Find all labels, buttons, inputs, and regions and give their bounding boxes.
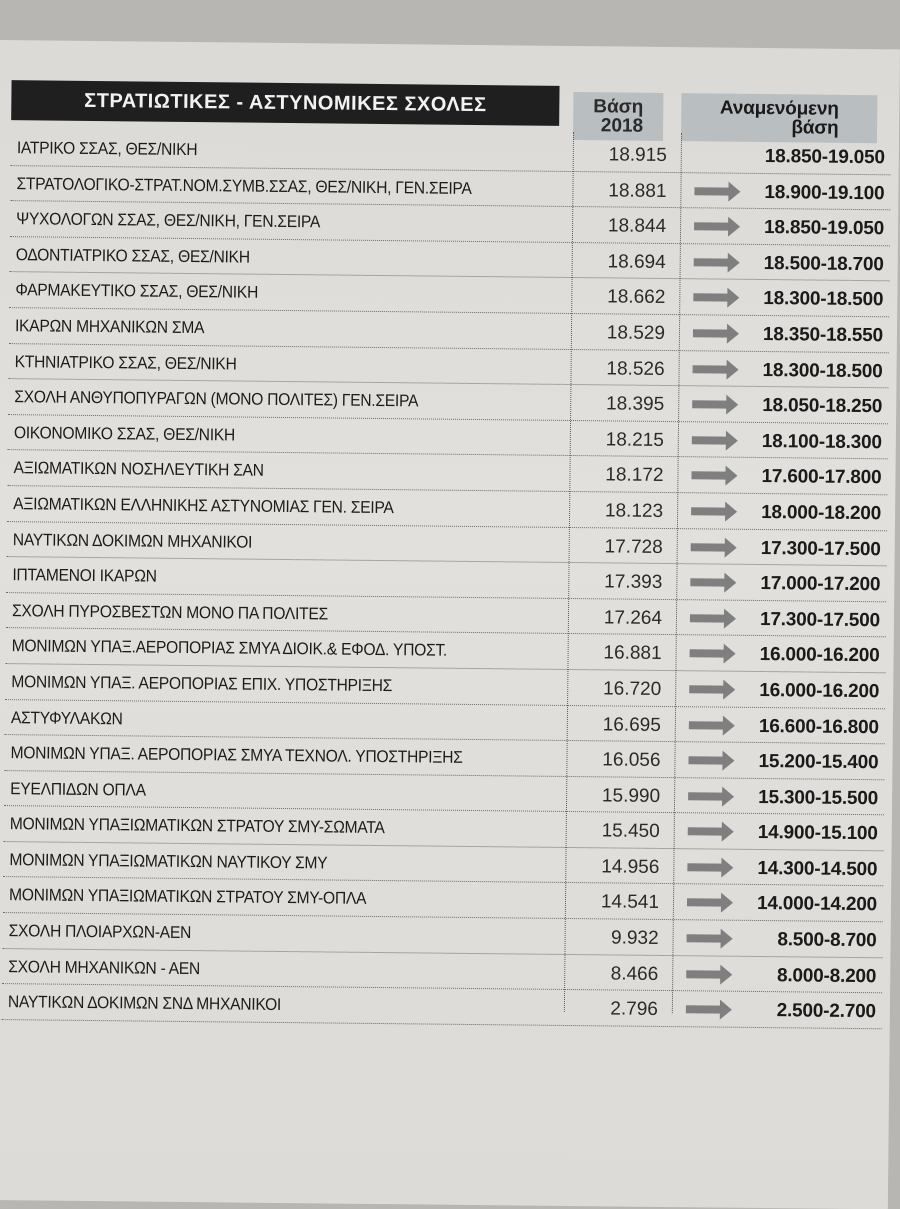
school-name: ΨΥΧΟΛΟΓΩΝ ΣΣΑΣ, ΘΕΣ/ΝΙΚΗ, ΓΕΝ.ΣΕΙΡΑ	[16, 209, 321, 232]
school-name: ΜΟΝΙΜΩΝ ΥΠΑΞΙΩΜΑΤΙΚΩΝ ΣΤΡΑΤΟΥ ΣΜΥ-ΟΠΛΑ	[8, 885, 367, 909]
table-body	[2, 130, 891, 1029]
base-2018-value: 18.123	[604, 500, 664, 522]
base-2018-value: 18.844	[607, 215, 667, 238]
school-name: ΝΑΥΤΙΚΩΝ ΔΟΚΙΜΩΝ ΜΗΧΑΝΙΚΟΙ	[12, 529, 253, 552]
expected-base-value: 18.100-18.300	[761, 430, 882, 454]
school-name: ΙΠΤΑΜΕΝΟΙ ΙΚΑΡΩΝ	[12, 565, 157, 586]
newspaper-page	[0, 40, 900, 1209]
base-2018-value: 17.264	[603, 607, 663, 629]
column-header-expected-line2: βάση	[791, 117, 839, 139]
base-2018-value: 15.990	[601, 785, 661, 807]
base-2018-value: 9.932	[610, 927, 659, 950]
school-name: ΜΟΝΙΜΩΝ ΥΠΑΞ.ΑΕΡΟΠΟΡΙΑΣ ΣΜΥΑ ΔΙΟΙΚ.& ΕΦΟΔ. ΥΠΟΣΤ.	[11, 636, 448, 661]
school-name: ΜΟΝΙΜΩΝ ΥΠΑΞ. ΑΕΡΟΠΟΡΙΑΣ ΕΠΙΧ. ΥΠΟΣΤΗΡΙΞΗΣ	[11, 672, 393, 696]
column-header-base-2018	[573, 92, 663, 141]
school-name: ΣΧΟΛΗ ΠΛΟΙΑΡΧΩΝ-ΑΕΝ	[8, 921, 192, 943]
base-2018-value: 18.215	[605, 429, 664, 451]
school-name: ΕΥΕΛΠΙΔΩΝ ΟΠΛΑ	[10, 778, 146, 800]
base-2018-value: 14.541	[600, 891, 660, 914]
expected-base-value: 18.350-18.550	[762, 323, 884, 347]
expected-base-value: 18.300-18.500	[762, 359, 883, 382]
expected-base-value: 14.000-14.200	[756, 893, 878, 916]
base-2018-value: 17.728	[604, 535, 663, 558]
expected-base-value: 18.900-19.100	[764, 181, 885, 204]
base-2018-value: 18.662	[607, 286, 666, 309]
base-2018-value: 16.695	[602, 713, 661, 736]
school-name: ΚΤΗΝΙΑΤΡΙΚΟ ΣΣΑΣ, ΘΕΣ/ΝΙΚΗ	[14, 351, 237, 374]
expected-base-value: 14.900-15.100	[757, 822, 878, 845]
column-header-base-line1: Βάση	[593, 96, 644, 118]
expected-base-value: 8.000-8.200	[776, 964, 877, 987]
base-2018-value: 14.956	[601, 856, 660, 878]
expected-base-value: 18.050-18.250	[762, 395, 883, 418]
base-2018-value: 18.395	[605, 393, 665, 416]
expected-base-value: 17.300-17.500	[759, 608, 881, 631]
base-2018-value: 18.915	[608, 144, 667, 166]
base-2018-value: 18.694	[607, 251, 666, 273]
table-header	[11, 78, 891, 139]
expected-base-value: 8.500-8.700	[777, 929, 877, 952]
base-2018-value: 18.881	[608, 179, 667, 202]
school-name: ΜΟΝΙΜΩΝ ΥΠΑΞ. ΑΕΡΟΠΟΡΙΑΣ ΣΜΥΑ ΤΕΧΝΟΛ. ΥΠΟΣΤΗΡΙΞΗΣ	[10, 743, 463, 767]
school-name: ΣΧΟΛΗ ΜΗΧΑΝΙΚΩΝ - ΑΕΝ	[8, 956, 201, 978]
base-2018-value: 16.881	[603, 642, 662, 665]
expected-base-value: 16.000-16.200	[759, 644, 880, 667]
base-2018-value: 8.466	[610, 963, 659, 985]
expected-base-value: 14.300-14.500	[757, 857, 878, 881]
school-name: ΦΑΡΜΑΚΕΥΤΙΚΟ ΣΣΑΣ, ΘΕΣ/ΝΙΚΗ	[15, 280, 259, 303]
expected-base-value: 16.600-16.800	[758, 715, 879, 738]
expected-base-value: 18.500-18.700	[763, 252, 884, 276]
school-name: ΑΣΤΥΦΥΛΑΚΩΝ	[10, 707, 123, 728]
expected-base-value: 16.000-16.200	[759, 679, 880, 703]
school-name: ΑΞΙΩΜΑΤΙΚΩΝ ΝΟΣΗΛΕΥΤΙΚΗ ΣΑΝ	[13, 458, 264, 481]
column-header-expected-line1: Αναμενόμενη	[719, 97, 839, 120]
expected-base-value: 17.600-17.800	[761, 466, 882, 489]
school-name: ΜΟΝΙΜΩΝ ΥΠΑΞΙΩΜΑΤΙΚΩΝ ΝΑΥΤΙΚΟΥ ΣΜΥ	[9, 850, 328, 873]
school-name: ΑΞΙΩΜΑΤΙΚΩΝ ΕΛΛΗΝΙΚΗΣ ΑΣΤΥΝΟΜΙΑΣ ΓΕΝ. ΣΕΙΡΑ	[13, 494, 394, 518]
school-name: ΝΑΥΤΙΚΩΝ ΔΟΚΙΜΩΝ ΣΝΔ ΜΗΧΑΝΙΚΟΙ	[7, 992, 282, 1015]
column-header-base-line2: 2018	[600, 115, 644, 137]
base-2018-value: 2.796	[610, 998, 658, 1021]
base-2018-value: 16.056	[602, 749, 661, 772]
expected-base-value: 18.300-18.500	[763, 288, 884, 311]
school-name: ΣΧΟΛΗ ΑΝΘΥΠΟΠΥΡΑΓΩΝ (ΜΟΝΟ ΠΟΛΙΤΕΣ) ΓΕΝ.ΣΕΙΡΑ	[14, 387, 419, 411]
school-name: ΣΤΡΑΤΟΛΟΓΙΚΟ-ΣΤΡΑΤ.ΝΟΜ.ΣΥΜΒ.ΣΣΑΣ, ΘΕΣ/ΝΙΚΗ, ΓΕΝ.ΣΕΙΡΑ	[16, 173, 472, 198]
base-2018-value: 16.720	[603, 678, 662, 700]
base-2018-value: 18.529	[606, 322, 666, 344]
expected-base-value: 17.300-17.500	[760, 537, 881, 560]
expected-base-value: 15.200-15.400	[758, 751, 879, 774]
base-2018-value: 18.172	[605, 464, 664, 487]
expected-base-value: 18.000-18.200	[761, 501, 882, 525]
school-name: ΣΧΟΛΗ ΠΥΡΟΣΒΕΣΤΩΝ ΜΟΝΟ ΠΑ ΠΟΛΙΤΕΣ	[11, 600, 329, 624]
base-2018-value: 15.450	[601, 820, 660, 843]
column-header-expected-base	[681, 93, 877, 143]
expected-base-value: 17.000-17.200	[760, 573, 881, 596]
school-name: ΟΙΚΟΝΟΜΙΚΟ ΣΣΑΣ, ΘΕΣ/ΝΙΚΗ	[13, 422, 236, 445]
table-title: ΣΤΡΑΤΙΩΤΙΚΕΣ - ΑΣΤΥΝΟΜΙΚΕΣ ΣΧΟΛΕΣ	[11, 80, 559, 126]
school-name: ΙΚΑΡΩΝ ΜΗΧΑΝΙΚΩΝ ΣΜΑ	[14, 316, 205, 338]
expected-base-value: 18.850-19.050	[764, 146, 885, 169]
base-2018-value: 18.526	[606, 357, 665, 380]
expected-base-value: 18.850-19.050	[763, 217, 885, 240]
school-name: ΟΔΟΝΤΙΑΤΡΙΚΟ ΣΣΑΣ, ΘΕΣ/ΝΙΚΗ	[15, 244, 250, 267]
expected-base-value: 15.300-15.500	[758, 786, 879, 809]
school-name: ΜΟΝΙΜΩΝ ΥΠΑΞΙΩΜΑΤΙΚΩΝ ΣΤΡΑΤΟΥ ΣΜΥ-ΣΩΜΑΤΑ	[9, 814, 385, 838]
admission-table	[2, 78, 892, 1029]
school-name: ΙΑΤΡΙΚΟ ΣΣΑΣ, ΘΕΣ/ΝΙΚΗ	[16, 138, 198, 160]
expected-base-value: 2.500-2.700	[776, 1000, 876, 1023]
base-2018-value: 17.393	[604, 571, 663, 594]
